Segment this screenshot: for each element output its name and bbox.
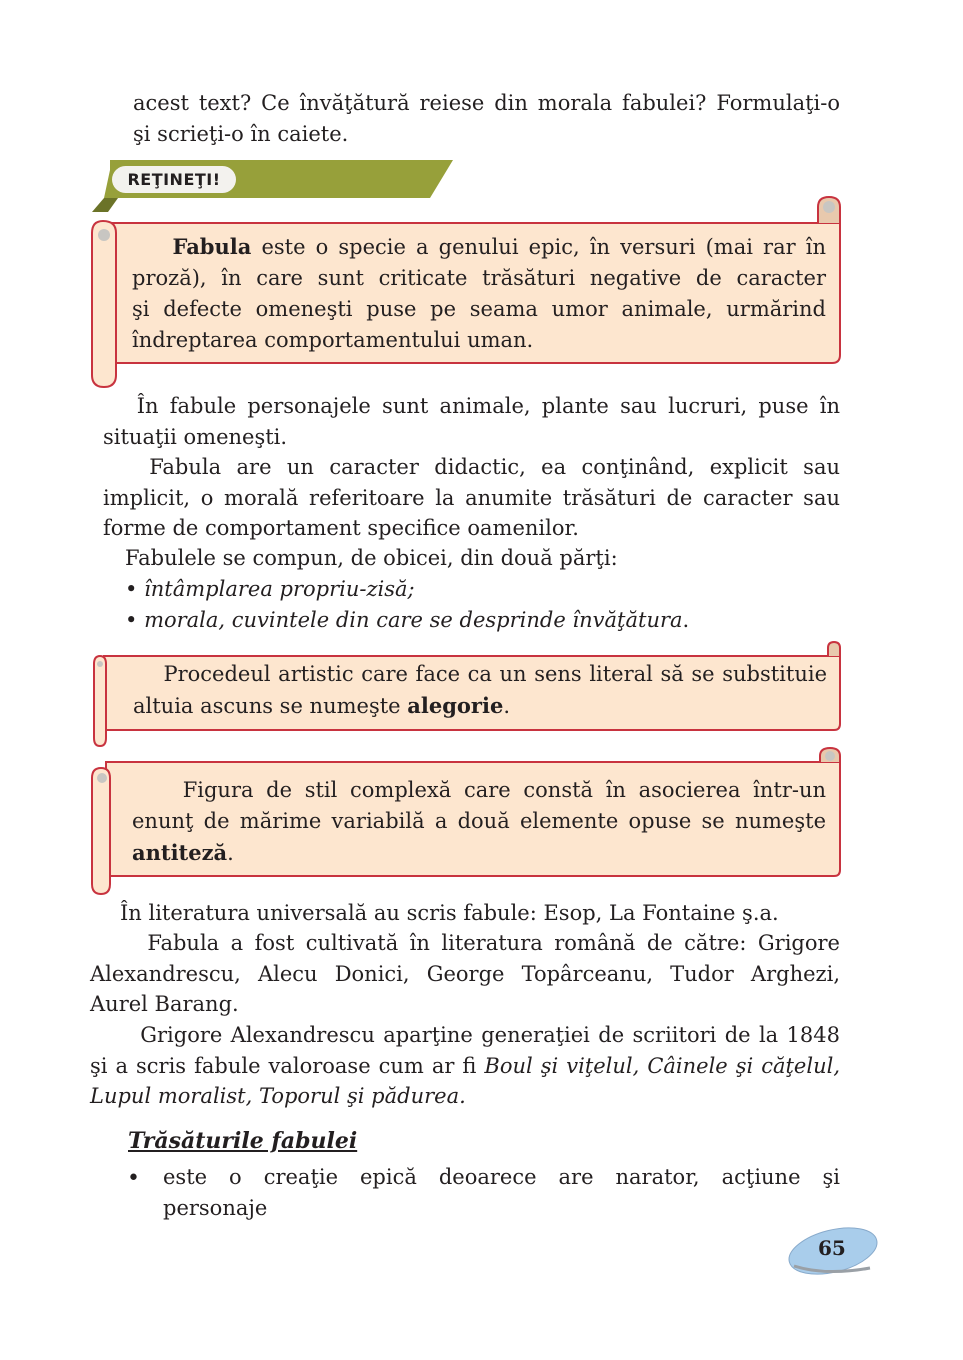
list-item: • întâmplarea propriu-zisă;	[125, 577, 415, 601]
box-line: îndreptarea comportamentului uman.	[132, 328, 534, 352]
term-fabula: Fabula	[172, 234, 252, 259]
fable-titles: Boul şi viţelul, Câinele şi căţelul,	[484, 1053, 840, 1078]
box-text: altuia ascuns se numeşte	[133, 694, 408, 718]
box-text: Procedeul artistic care face ca un sens literal să se substituie	[163, 662, 828, 686]
box-line: enunţ de mărime variabilă a două elemente opuse se numeşte	[132, 809, 826, 833]
page-number: 65	[818, 1236, 846, 1260]
para-line	[90, 1081, 840, 1112]
intro-paragraph	[133, 88, 840, 149]
punct: .	[682, 607, 690, 632]
list-item: • morala, cuvintele din care se desprinde învăţătura.	[125, 607, 690, 632]
intro-line: şi scrieţi-o în caiete.	[133, 121, 349, 146]
list-item-text: este o creaţie epică deoarece are narator, acţiune şi	[163, 1165, 840, 1189]
scroll-text-alegorie	[133, 659, 827, 722]
list-item-text: personaje	[163, 1195, 268, 1220]
box-line	[132, 231, 826, 263]
section-heading: Trăsăturile fabulei	[128, 1128, 358, 1154]
paragraph-romana	[90, 928, 840, 1020]
paragraph-alexandrescu	[90, 1020, 840, 1112]
scroll-text-antiteza	[132, 775, 826, 869]
para-line: Aurel Barang.	[90, 992, 239, 1016]
para-line: situaţii omeneşti.	[103, 424, 288, 449]
para-line: implicit, o morală referitoare la anumite trăsături de caracter sau	[103, 485, 840, 510]
punct: .	[503, 694, 510, 718]
punct: .	[227, 841, 234, 865]
box-line	[132, 775, 826, 806]
banner-label: REŢINEŢI!	[112, 166, 236, 193]
para-line	[103, 452, 840, 483]
paragraph-universala	[120, 898, 840, 929]
para-text: Fabula a fost cultivată în literatura română de către: Grigore	[147, 931, 840, 955]
para-line	[90, 928, 840, 959]
para-line: În literatura universală au scris fabule: Esop, La Fontaine ş.a.	[120, 901, 779, 925]
box-line: şi defecte omeneşti puse pe seama umor animale, urmărind	[132, 297, 826, 321]
bullet-icon: •	[127, 1166, 140, 1191]
para-text: Fabula are un caracter didactic, ea conţinând, explicit sau	[149, 455, 840, 479]
list-item-text: morala, cuvintele din care se desprinde învăţătura	[144, 607, 683, 632]
list-item-text: întâmplarea propriu-zisă;	[144, 577, 415, 601]
scroll-text-fabula	[132, 231, 826, 356]
box-text: Figura de stil complexă care constă în asocierea într-un	[182, 778, 826, 802]
intro-line: acest text? Ce învăţătură reiese din morala fabulei? Formulaţi-o	[133, 91, 840, 115]
paragraph-didactic	[103, 452, 840, 544]
box-text: este o specie a genului epic, în versuri (mai rar în	[251, 235, 827, 259]
paragraph-personaje	[103, 391, 840, 452]
para-line: forme de comportament specifice oamenilor.	[103, 516, 579, 540]
term-alegorie: alegorie	[407, 693, 504, 718]
para-line: Alexandrescu, Alecu Donici, George Topârceanu, Tudor Arghezi,	[90, 961, 840, 986]
box-line	[133, 690, 827, 722]
list-parti	[125, 574, 840, 635]
para-text: Grigore Alexandrescu aparţine generaţiei de scriitori de la 1848	[140, 1023, 840, 1047]
para-text: În fabule personajele sunt animale, plante sau lucruri, puse în	[136, 394, 840, 418]
fable-titles: Lupul moralist, Toporul şi pădurea.	[90, 1084, 466, 1108]
para-line	[90, 1051, 840, 1082]
box-line	[133, 659, 827, 690]
para-line: Fabulele se compun, de obicei, din două părţi:	[125, 546, 618, 570]
para-text: şi a scris fabule valoroase cum ar fi	[90, 1053, 485, 1078]
para-line	[90, 1020, 840, 1051]
list-trasaturi	[163, 1162, 840, 1223]
paragraph-parti	[125, 543, 840, 574]
box-line: proză), în care sunt criticate trăsături negative de caracter	[132, 266, 826, 290]
para-line	[103, 391, 840, 422]
term-antiteza: antiteză	[132, 840, 228, 865]
box-line	[132, 837, 826, 869]
